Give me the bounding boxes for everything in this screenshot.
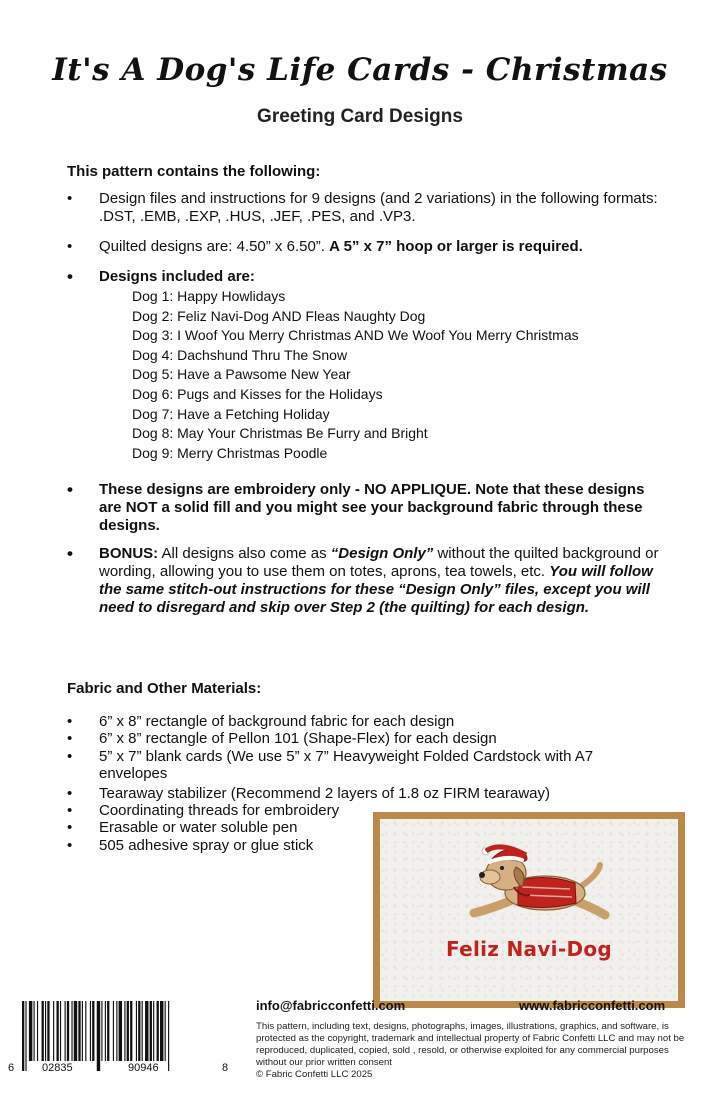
- bullet-dot-icon: •: [67, 784, 73, 802]
- barcode-bar: [160, 1001, 163, 1061]
- barcode-bar: [37, 1001, 38, 1061]
- dog-design-list: [132, 287, 579, 463]
- barcode-digit-group-1: 02835: [42, 1062, 73, 1074]
- bullet-dot-icon: •: [67, 747, 73, 765]
- bullet-dot-icon: •: [67, 480, 73, 499]
- bullet-dot-icon: •: [67, 190, 73, 207]
- copyright-text: © Fabric Confetti LLC 2025: [256, 1069, 373, 1080]
- barcode-bar: [67, 1001, 69, 1061]
- bullet-bonus: [62, 545, 662, 617]
- list-item: Dog 3: I Woof You Merry Christmas AND We Woof You Merry Christmas: [132, 327, 579, 344]
- bullet-size: [62, 238, 662, 256]
- bullet-dot-icon: •: [67, 544, 73, 563]
- bullet-dot-icon: •: [67, 836, 73, 854]
- barcode-bar: [82, 1001, 83, 1061]
- barcode-bar: [150, 1001, 152, 1061]
- barcode-bar: [29, 1001, 32, 1061]
- barcode-bar: [92, 1001, 94, 1061]
- bullet-designs: [62, 268, 662, 286]
- list-item: Dog 1: Happy Howlidays: [132, 288, 286, 304]
- barcode-bar: [145, 1001, 148, 1061]
- barcode-bar: [78, 1001, 80, 1061]
- barcode-bar: [74, 1001, 77, 1061]
- card-caption: Feliz Navi-Dog: [445, 937, 613, 961]
- contents-list: [62, 190, 662, 295]
- list-item: • 6” x 8” rectangle of Pellon 101 (Shape-Flex) for each design: [67, 730, 497, 748]
- barcode-bar: [97, 1001, 100, 1071]
- bonus-instructions: You will follow the same stitch-out instructions for these “Design Only” files, except you will need to disregard and skip over Step 2 (the quilting) for each design.: [99, 563, 653, 616]
- barcode-digit-last: 8: [222, 1062, 229, 1074]
- bullet-size-hoop: A 5” x 7” hoop or larger is required.: [329, 238, 583, 255]
- list-item: Dog 4: Dachshund Thru The Snow: [132, 346, 348, 363]
- list-item: Dog 6: Pugs and Kisses for the Holidays: [132, 385, 383, 402]
- list-item: Dog 7: Have a Fetching Holiday: [132, 405, 330, 422]
- card-photo: [373, 812, 685, 1008]
- barcode-bar: [138, 1001, 140, 1061]
- bullet-dot-icon: •: [67, 819, 73, 837]
- bullet-formats: [62, 190, 662, 226]
- bullet-designs-text: Designs included are:: [99, 268, 255, 285]
- barcode-bar: [60, 1001, 61, 1061]
- dog-santa-hat-icon: [430, 837, 630, 937]
- bullet-size-text: Quilted designs are: 4.50” x 6.50”.: [99, 238, 330, 255]
- barcode-bar: [113, 1001, 114, 1061]
- bullet-dot-icon: •: [67, 730, 73, 748]
- barcode-digit-first: 6: [8, 1062, 15, 1074]
- bonus-text-2: without the quilted background or wording, allowing you to use them on totes, aprons, tea towels, etc.: [99, 545, 659, 580]
- barcode-bar: [142, 1001, 143, 1061]
- bullet-dot-icon: •: [67, 802, 73, 820]
- list-item: Dog 9: Merry Christmas Poodle: [132, 444, 328, 461]
- list-item: • Erasable or water soluble pen: [67, 819, 298, 837]
- notes-list: [62, 481, 662, 626]
- materials-heading: Fabric and Other Materials:: [67, 680, 262, 697]
- barcode-bar: [107, 1001, 109, 1061]
- page-title: It's A Dog's Life Cards - Christmas: [52, 52, 668, 88]
- list-item: Dog 8: May Your Christmas Be Furry and Bright: [132, 425, 428, 442]
- barcode-bar: [90, 1001, 91, 1061]
- list-item: Dog 2: Feliz Navi-Dog AND Fleas Naughty Dog: [132, 307, 426, 324]
- list-item: • 5” x 7” blank cards (We use 5” x 7” Heavyweight Folded Cardstock with A7 envelopes: [67, 747, 594, 783]
- barcode-bar: [45, 1001, 46, 1061]
- list-item: • Tearaway stabilizer (Recommend 2 layers of 1.8 oz FIRM tearaway): [67, 784, 550, 802]
- bullet-dot-icon: •: [67, 713, 73, 730]
- barcode-bar: [165, 1001, 166, 1061]
- bonus-text-1: All designs also come as: [158, 545, 331, 562]
- footer-email[interactable]: info@fabricconfetti.com: [256, 998, 406, 1013]
- barcode-bar: [127, 1001, 129, 1061]
- barcode-bar: [47, 1001, 49, 1061]
- footer-website[interactable]: www.fabricconfetti.com: [519, 998, 666, 1013]
- barcode-digit-group-2: 90946: [128, 1062, 159, 1074]
- barcode-bar: [153, 1001, 154, 1061]
- list-item: • Coordinating threads for embroidery: [67, 802, 340, 820]
- barcode-bar: [71, 1001, 72, 1061]
- barcode-bar: [25, 1001, 26, 1071]
- card-fabric: [380, 819, 678, 1001]
- barcode-bar: [53, 1001, 54, 1061]
- bonus-label: BONUS:: [99, 545, 159, 562]
- list-item: • 6” x 8” rectangle of background fabric for each design: [67, 713, 455, 730]
- bullet-embroidery-note: [62, 481, 662, 535]
- bullet-formats-text: Design files and instructions for 9 designs (and 2 variations) in the following formats: .DST, .EMB, .EXP, .HUS, .JEF, .PES, and .VP3.: [99, 190, 658, 225]
- barcode-bar: [101, 1001, 102, 1061]
- barcode-bar: [42, 1001, 44, 1061]
- barcode-bar: [124, 1001, 125, 1061]
- bonus-design-only: “Design Only”: [330, 545, 434, 562]
- barcode-bar: [130, 1001, 132, 1061]
- barcode-bar: [22, 1001, 24, 1071]
- barcode-bar: [116, 1001, 117, 1061]
- footer-legal: [256, 1021, 696, 1081]
- barcode-bar: [136, 1001, 137, 1061]
- legal-text: This pattern, including text, designs, photographs, images, illustrations, graphics, and software, is protected as the copyright, trademark and intellectual property of Fabric Confetti LLC and may not be reproduced, duplicated, copied, sold , resold, or otherwise exploited for any commercial purposes without our prior written consent: [256, 1021, 685, 1068]
- list-item: Dog 5: Have a Pawsome New Year: [132, 366, 351, 383]
- barcode-bar: [65, 1001, 66, 1061]
- barcode-bar: [34, 1001, 35, 1061]
- page-subtitle: Greeting Card Designs: [257, 106, 463, 127]
- barcode-bar: [168, 1001, 169, 1071]
- contents-heading: This pattern contains the following:: [67, 163, 321, 180]
- barcode-bar: [57, 1001, 59, 1061]
- bullet-dot-icon: •: [67, 267, 73, 286]
- barcode-bar: [119, 1001, 122, 1061]
- barcode-bar: [157, 1001, 159, 1061]
- bullet-dot-icon: •: [67, 238, 73, 255]
- barcode-bar: [105, 1001, 106, 1061]
- bullet-embroidery-text: These designs are embroidery only - NO APPLIQUE. Note that these designs are NOT a solid fill and you might see your background fabric through these designs.: [99, 481, 645, 534]
- barcode-bar: [85, 1001, 86, 1061]
- list-item: • 505 adhesive spray or glue stick: [67, 836, 314, 854]
